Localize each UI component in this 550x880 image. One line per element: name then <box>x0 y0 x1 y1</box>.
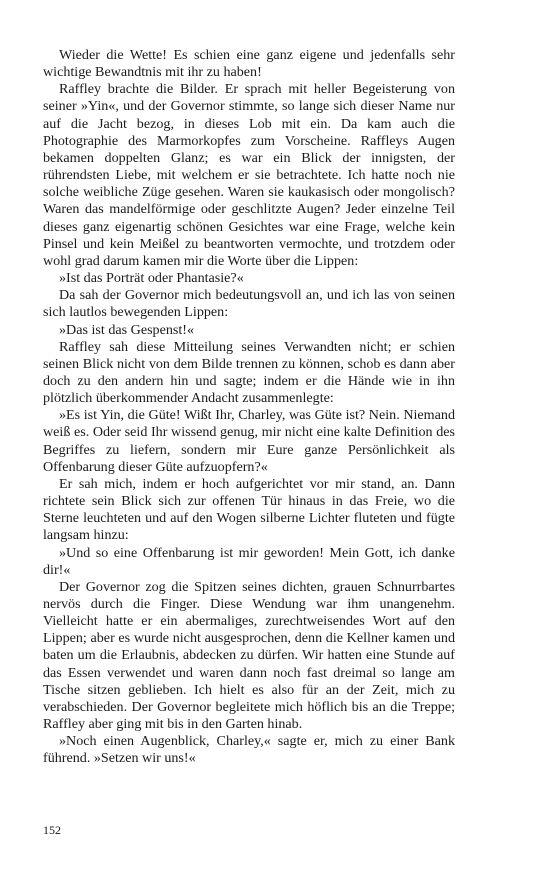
paragraph: Raffley brachte die Bilder. Er sprach mit heller Begeisterung von seiner »Yin«, und der Governor stimmte, so lange sich dieser Name nur auf die Jacht bezog, in dieses Lob mit ein. Da kam auch die Photographie des Marmorkopfes zum Vorscheine. Raffleys Augen bekamen doppelten Glanz; es war ein Blick der innigsten, der rührendsten Liebe, mit welchem er sie betrachtete. Ich hatte noch nie solche weibliche Züge gesehen. Waren sie kaukasisch oder mongolisch? Waren das mandelförmige oder geschlitzte Augen? Jeder einzelne Teil dieses ganz eigenartig schönen Gesichtes war eine Frage, welche kein Pinsel und kein Meißel zu beantworten vermochte, und trotzdem oder wohl grad darum kamen mir die Worte über die Lippen: <box>43 81 455 269</box>
page-number: 152 <box>43 823 61 837</box>
paragraph: »Es ist Yin, die Güte! Wißt Ihr, Charley, was Güte ist? Nein. Niemand weiß es. Oder seid Ihr wissend genug, mir nicht eine kalte Definition des Begriffes zu liefern, sondern mir Eure ganze Persönlichkeit als Offenbarung dieser Güte aufzuopfern?« <box>43 407 455 475</box>
paragraph: Wieder die Wette! Es schien eine ganz eigene und jedenfalls sehr wichtige Bewandtnis mit ihr zu haben! <box>43 47 455 81</box>
body-text <box>43 47 455 768</box>
paragraph: Raffley sah diese Mitteilung seines Verwandten nicht; er schien seinen Blick nicht von dem Bilde trennen zu können, schob es dann aber doch zu den andern hin und sagte; indem er die Hände wie in ihn plötzlich überkommender Andacht zusammenlegte: <box>43 338 455 407</box>
paragraph: »Das ist das Gespenst!« <box>59 321 195 338</box>
paragraph: Da sah der Governor mich bedeutungsvoll an, und ich las von seinen sich lautlos bewegenden Lippen: <box>43 287 455 321</box>
paragraph: Der Governor zog die Spitzen seines dichten, grauen Schnurrbartes nervös durch die Finger. Diese Wendung war ihm unangenehm. Vielleicht hatte er ein abermaliges, zurechtweisendes Wort auf den Lippen; aber es wurde nicht ausgesprochen, denn die Kellner kamen und baten um die Erlaubnis, abdecken zu dürfen. Wir hatten eine Stunde auf das Essen verwendet und waren dann noch fast dreimal so lange am Tische sitzen geblieben. Ich hielt es also für an der Zeit, mich zu verabschieden. Der Governor begleitete mich höflich bis an die Treppe; Raffley aber ging mit bis in den Garten hinab. <box>43 578 455 733</box>
paragraph: Er sah mich, indem er hoch aufgerichtet vor mir stand, an. Dann richtete sein Blick sich zur offenen Tür hinaus in das Freie, wo die Sterne leuchteten und auf den Wogen silberne Lichter fluteten und fügte langsam hinzu: <box>43 475 455 544</box>
paragraph: »Und so eine Offenbarung ist mir geworden! Mein Gott, ich danke dir!« <box>43 544 455 578</box>
paragraph: »Ist das Porträt oder Phantasie?« <box>59 270 244 287</box>
paragraph: »Noch einen Augenblick, Charley,« sagte er, mich zu einer Bank führend. »Setzen wir uns!« <box>43 733 455 767</box>
